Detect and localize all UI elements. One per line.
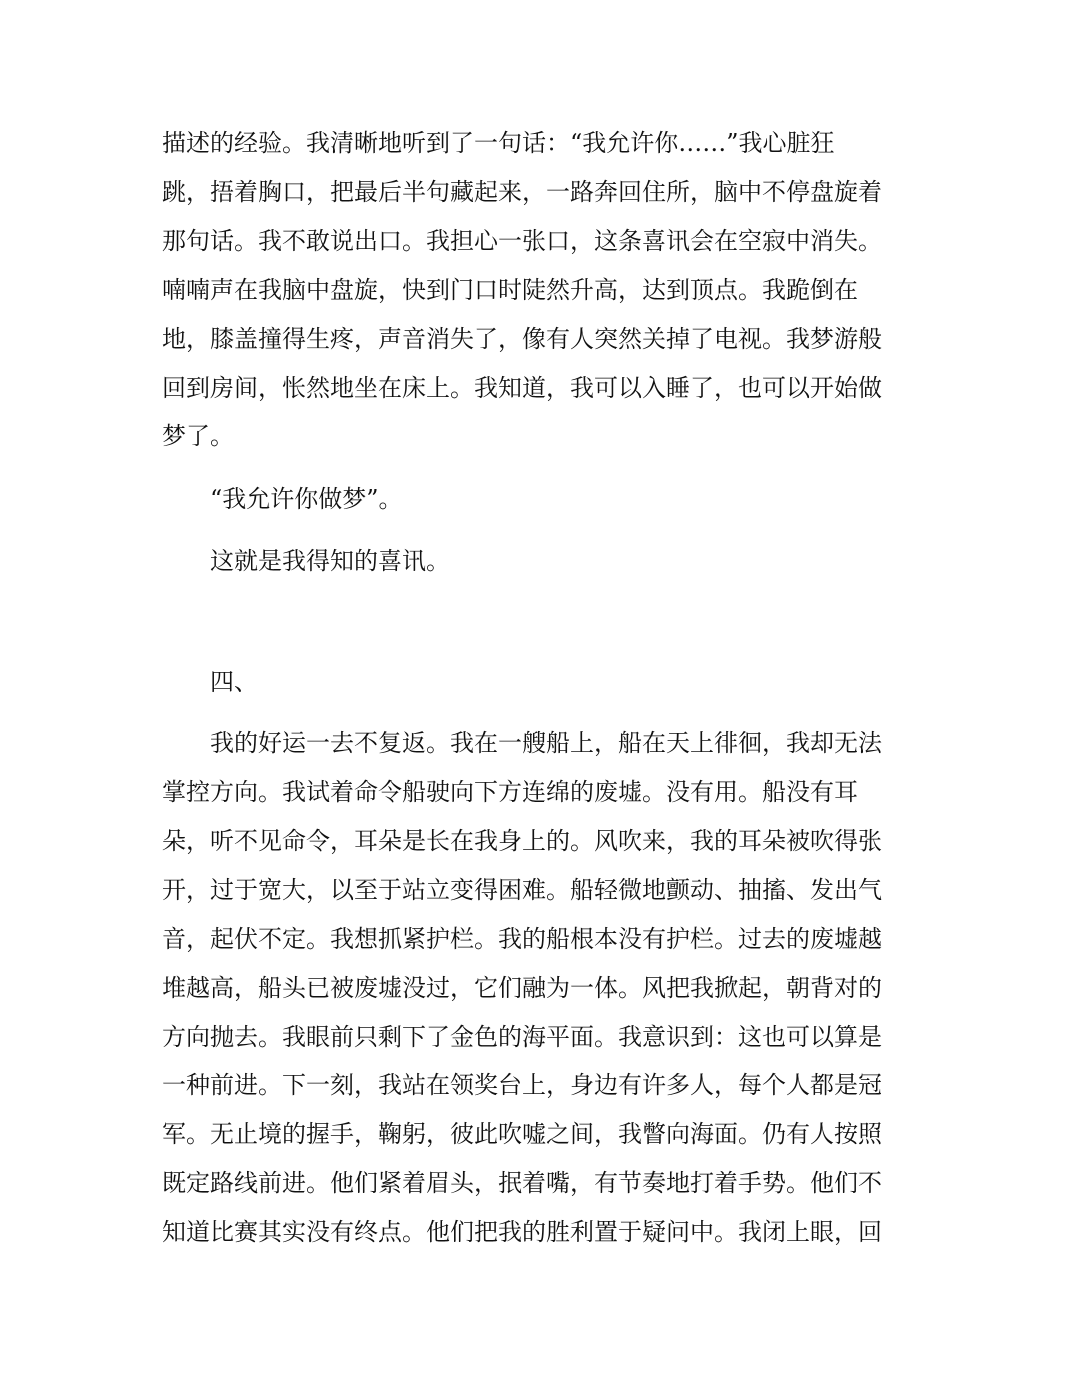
text-line: 那句话。我不敢说出口。我担心一张口，这条喜讯会在空寂中消失。	[162, 227, 882, 255]
text-line: 既定路线前进。他们紧着眉头，抿着嘴，有节奏地打着手势。他们不	[162, 1169, 882, 1197]
text-line: 这就是我得知的喜讯。	[210, 547, 450, 575]
text-line: 一种前进。下一刻，我站在领奖台上，身边有许多人，每个人都是冠	[162, 1071, 882, 1099]
text-line: 地，膝盖撞得生疼，声音消失了，像有人突然关掉了电视。我梦游般	[162, 325, 882, 353]
text-line: “我允许你做梦”。	[210, 485, 403, 513]
section-heading: 四、	[210, 668, 258, 696]
text-line: 知道比赛其实没有终点。他们把我的胜利置于疑问中。我闭上眼，回	[162, 1218, 882, 1246]
text-line: 跳，捂着胸口，把最后半句藏起来，一路奔回住所，脑中不停盘旋着	[162, 178, 882, 206]
text-line: 回到房间，怅然地坐在床上。我知道，我可以入睡了，也可以开始做	[162, 374, 882, 402]
text-line: 朵，听不见命令，耳朵是长在我身上的。风吹来，我的耳朵被吹得张	[162, 827, 882, 855]
text-line: 喃喃声在我脑中盘旋，快到门口时陡然升高，达到顶点。我跪倒在	[162, 276, 858, 304]
text-line: 梦了。	[162, 422, 234, 450]
text-line: 堆越高，船头已被废墟没过，它们融为一体。风把我掀起，朝背对的	[162, 974, 882, 1002]
text-line: 开，过于宽大，以至于站立变得困难。船轻微地颤动、抽搐、发出气	[162, 876, 882, 904]
text-line: 描述的经验。我清晰地听到了一句话：“我允许你……”我心脏狂	[162, 129, 835, 157]
text-line: 军。无止境的握手，鞠躬，彼此吹嘘之间，我瞥向海面。仍有人按照	[162, 1120, 882, 1148]
text-line: 方向抛去。我眼前只剩下了金色的海平面。我意识到：这也可以算是	[162, 1023, 882, 1051]
text-line: 音，起伏不定。我想抓紧护栏。我的船根本没有护栏。过去的废墟越	[162, 925, 882, 953]
text-line: 掌控方向。我试着命令船驶向下方连绵的废墟。没有用。船没有耳	[162, 778, 858, 806]
text-line: 我的好运一去不复返。我在一艘船上，船在天上徘徊，我却无法	[210, 729, 882, 757]
